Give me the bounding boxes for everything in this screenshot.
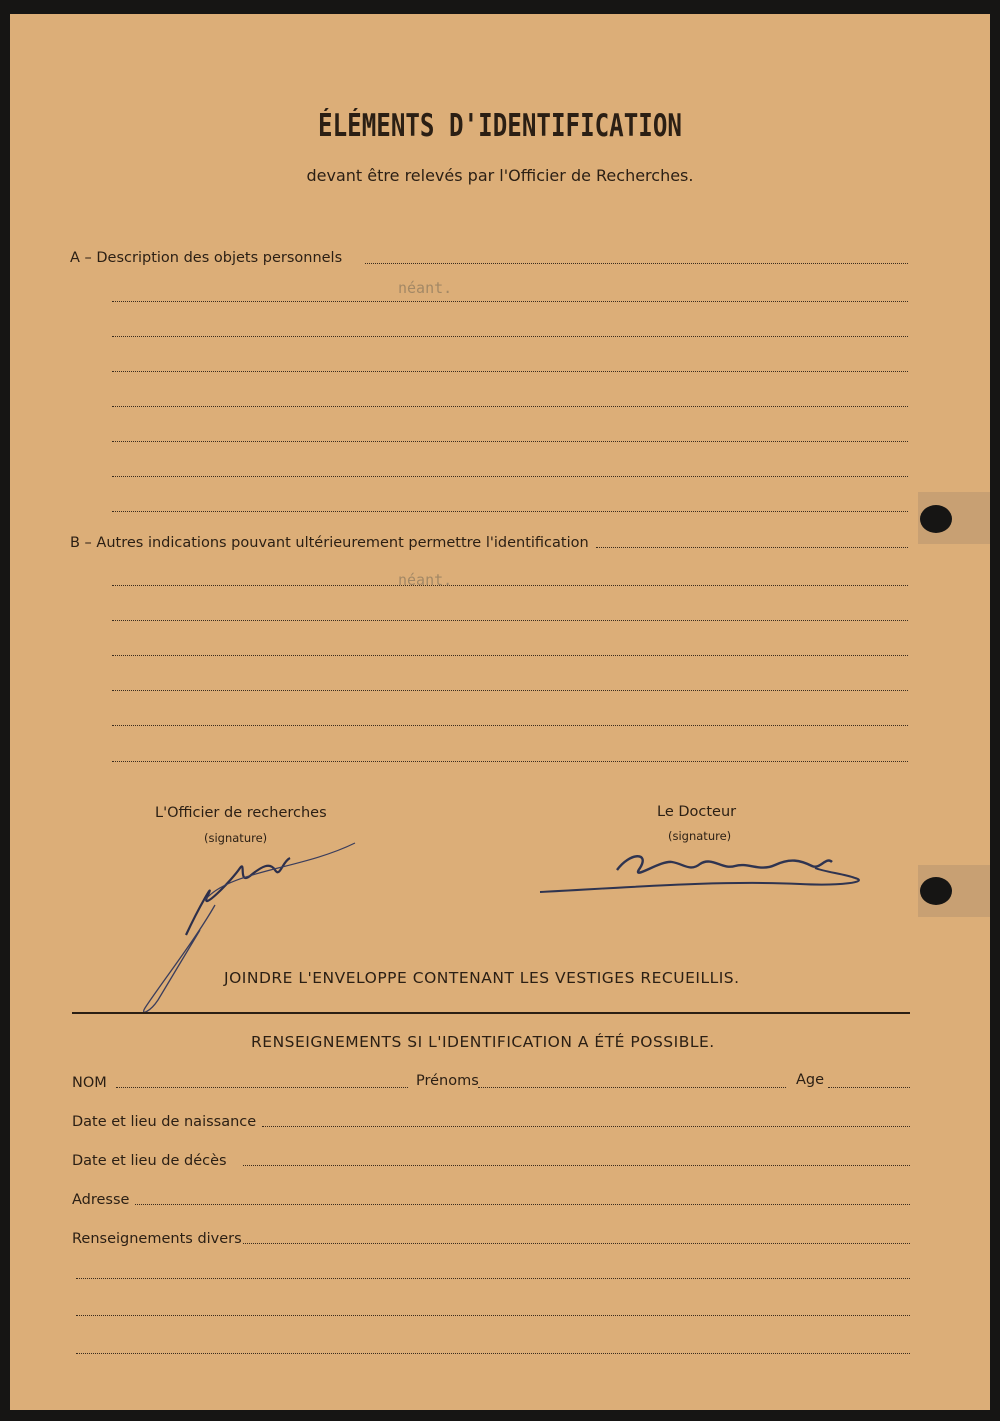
envelope-note: JOINDRE L'ENVELOPPE CONTENANT LES VESTIGES RECUEILLIS. — [224, 969, 740, 987]
section-a-typed-value: néant. — [398, 279, 453, 297]
divers-field-line-3[interactable] — [76, 1315, 910, 1316]
doctor-label: Le Docteur — [657, 804, 737, 820]
divers-field-line-4[interactable] — [76, 1353, 910, 1354]
section-a-label: A – Description des objets personnels — [70, 250, 343, 266]
officer-label: L'Officier de recherches — [155, 805, 327, 821]
divers-field-line-1[interactable] — [243, 1243, 910, 1244]
doctor-signature-label: (signature) — [668, 829, 732, 843]
form-subtitle: devant être relevés par l'Officier de Recherches. — [306, 166, 694, 185]
adresse-label: Adresse — [72, 1192, 130, 1208]
divers-field-line-2[interactable] — [76, 1278, 910, 1279]
section-b-label: B – Autres indications pouvant ultérieurement permettre l'identification — [70, 535, 589, 551]
form-title: ÉLÉMENTS D'IDENTIFICATION — [318, 108, 682, 144]
naissance-label: Date et lieu de naissance — [72, 1114, 257, 1130]
prenoms-field[interactable] — [478, 1087, 786, 1088]
section-divider — [72, 1012, 910, 1014]
nom-label: NOM — [72, 1075, 107, 1091]
age-field[interactable] — [828, 1087, 910, 1088]
section-b-typed-value: néant. — [398, 571, 453, 589]
age-label: Age — [796, 1072, 825, 1088]
naissance-field[interactable] — [262, 1126, 910, 1127]
deces-label: Date et lieu de décès — [72, 1153, 227, 1169]
adresse-field[interactable] — [135, 1204, 910, 1205]
officer-signature-label: (signature) — [204, 831, 268, 845]
prenoms-label: Prénoms — [416, 1073, 479, 1089]
deces-field[interactable] — [243, 1165, 910, 1166]
punch-hole-lower — [920, 877, 952, 905]
identification-heading: RENSEIGNEMENTS SI L'IDENTIFICATION A ÉTÉ POSSIBLE. — [251, 1033, 715, 1051]
punch-hole-upper — [920, 505, 952, 533]
nom-field[interactable] — [116, 1087, 408, 1088]
divers-label: Renseignements divers — [72, 1231, 242, 1247]
